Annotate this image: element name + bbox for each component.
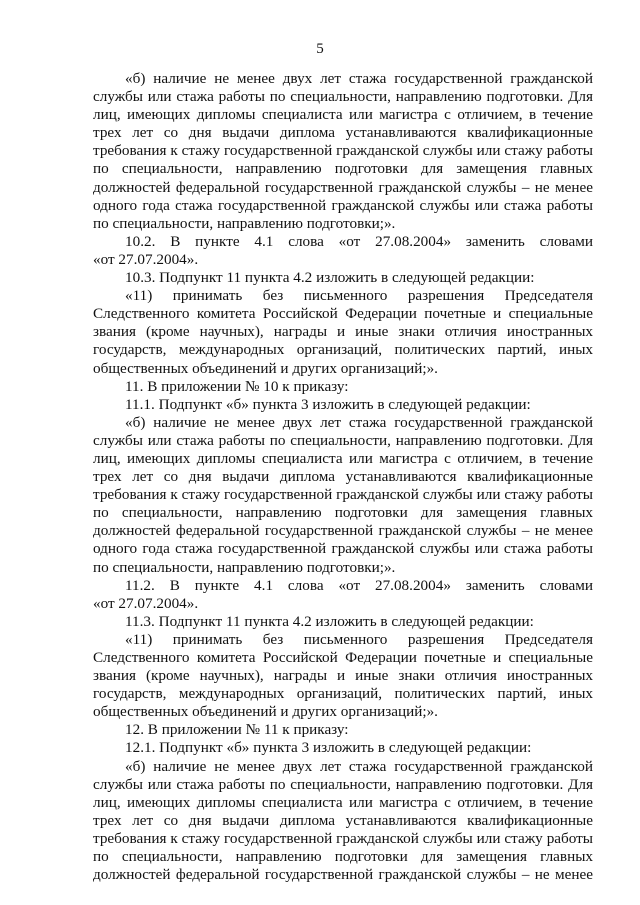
text-line: должностей федеральной государственной гражданской службы – не менее: [93, 522, 593, 540]
text-line: «б) наличие не менее двух лет стажа государственной гражданской: [125, 757, 593, 775]
text-line: трех лет со дня выдачи диплома устанавливаются квалификационные: [93, 811, 593, 829]
text-line: по специальности, направлению подготовки для замещения главных: [93, 504, 593, 522]
text-line: 12.1. Подпункт «б» пункта 3 изложить в следующей редакции:: [125, 739, 532, 757]
text-line: должностей федеральной государственной гражданской службы – не менее: [93, 866, 593, 884]
text-line: «11) принимать без письменного разрешения Председателя: [125, 287, 593, 305]
text-line: 11.1. Подпункт «б» пункта 3 изложить в следующей редакции:: [125, 395, 531, 413]
document-body: [93, 70, 593, 884]
text-line: одного года стажа государственной гражданской службы или стажа работы: [93, 540, 593, 558]
text-line: службы или стажа работы по специальности, направлению подготовки. Для: [93, 775, 593, 793]
text-line: государств, международных организаций, политических партий, иных: [93, 341, 593, 359]
text-line: требования к стажу государственной гражданской службы или стажу работы: [93, 142, 593, 160]
text-line: 10.3. Подпункт 11 пункта 4.2 изложить в следующей редакции:: [125, 269, 535, 287]
text-line: общественных объединений и других организаций;».: [93, 703, 438, 721]
text-line: Следственного комитета Российской Федерации почетные и специальные: [93, 649, 593, 666]
text-line: трех лет со дня выдачи диплома устанавливаются квалификационные: [93, 468, 593, 486]
text-line: по специальности, направлению подготовки;».: [93, 214, 396, 232]
text-line: «от 27.07.2004».: [93, 594, 199, 612]
text-line: 10.2. В пункте 4.1 слова «от 27.08.2004» заменить словами: [125, 232, 593, 250]
text-line: «от 27.07.2004».: [93, 250, 199, 268]
text-line: лиц, имеющих дипломы специалиста или магистра с отличием, в течение: [93, 793, 593, 811]
text-line: звания (кроме научных), награды и иные знаки отличия иностранных: [93, 323, 593, 341]
text-line: должностей федеральной государственной гражданской службы – не менее: [93, 178, 593, 196]
text-line: 11. В приложении № 10 к приказу:: [125, 377, 349, 395]
text-line: 11.2. В пункте 4.1 слова «от 27.08.2004» заменить словами: [125, 576, 593, 594]
text-line: службы или стажа работы по специальности, направлению подготовки. Для: [93, 88, 593, 106]
text-line: по специальности, направлению подготовки для замещения главных: [93, 848, 593, 866]
text-line: «11) принимать без письменного разрешения Председателя: [125, 630, 593, 648]
text-line: государств, международных организаций, политических партий, иных: [93, 685, 593, 703]
text-line: службы или стажа работы по специальности, направлению подготовки. Для: [93, 431, 593, 449]
text-line: по специальности, направлению подготовки;».: [93, 558, 396, 576]
text-line: лиц, имеющих дипломы специалиста или магистра с отличием, в течение: [93, 106, 593, 124]
text-line: Следственного комитета Российской Федерации почетные и специальные: [93, 305, 593, 323]
text-line: «б) наличие не менее двух лет стажа государственной гражданской: [125, 70, 593, 87]
text-line: требования к стажу государственной гражданской службы или стажу работы: [93, 829, 593, 847]
text-line: 12. В приложении № 11 к приказу:: [125, 721, 349, 739]
text-line: звания (кроме научных), награды и иные знаки отличия иностранных: [93, 667, 593, 685]
text-line: лиц, имеющих дипломы специалиста или магистра с отличием, в течение: [93, 449, 593, 467]
text-line: 11.3. Подпункт 11 пункта 4.2 изложить в следующей редакции:: [125, 612, 534, 630]
page-number: 5: [316, 41, 324, 57]
text-line: общественных объединений и других организаций;».: [93, 359, 438, 377]
text-line: трех лет со дня выдачи диплома устанавливаются квалификационные: [93, 124, 593, 142]
text-line: «б) наличие не менее двух лет стажа государственной гражданской: [125, 413, 593, 431]
text-line: одного года стажа государственной гражданской службы или стажа работы: [93, 196, 593, 214]
text-line: по специальности, направлению подготовки для замещения главных: [93, 160, 593, 178]
text-line: требования к стажу государственной гражданской службы или стажу работы: [93, 486, 593, 504]
